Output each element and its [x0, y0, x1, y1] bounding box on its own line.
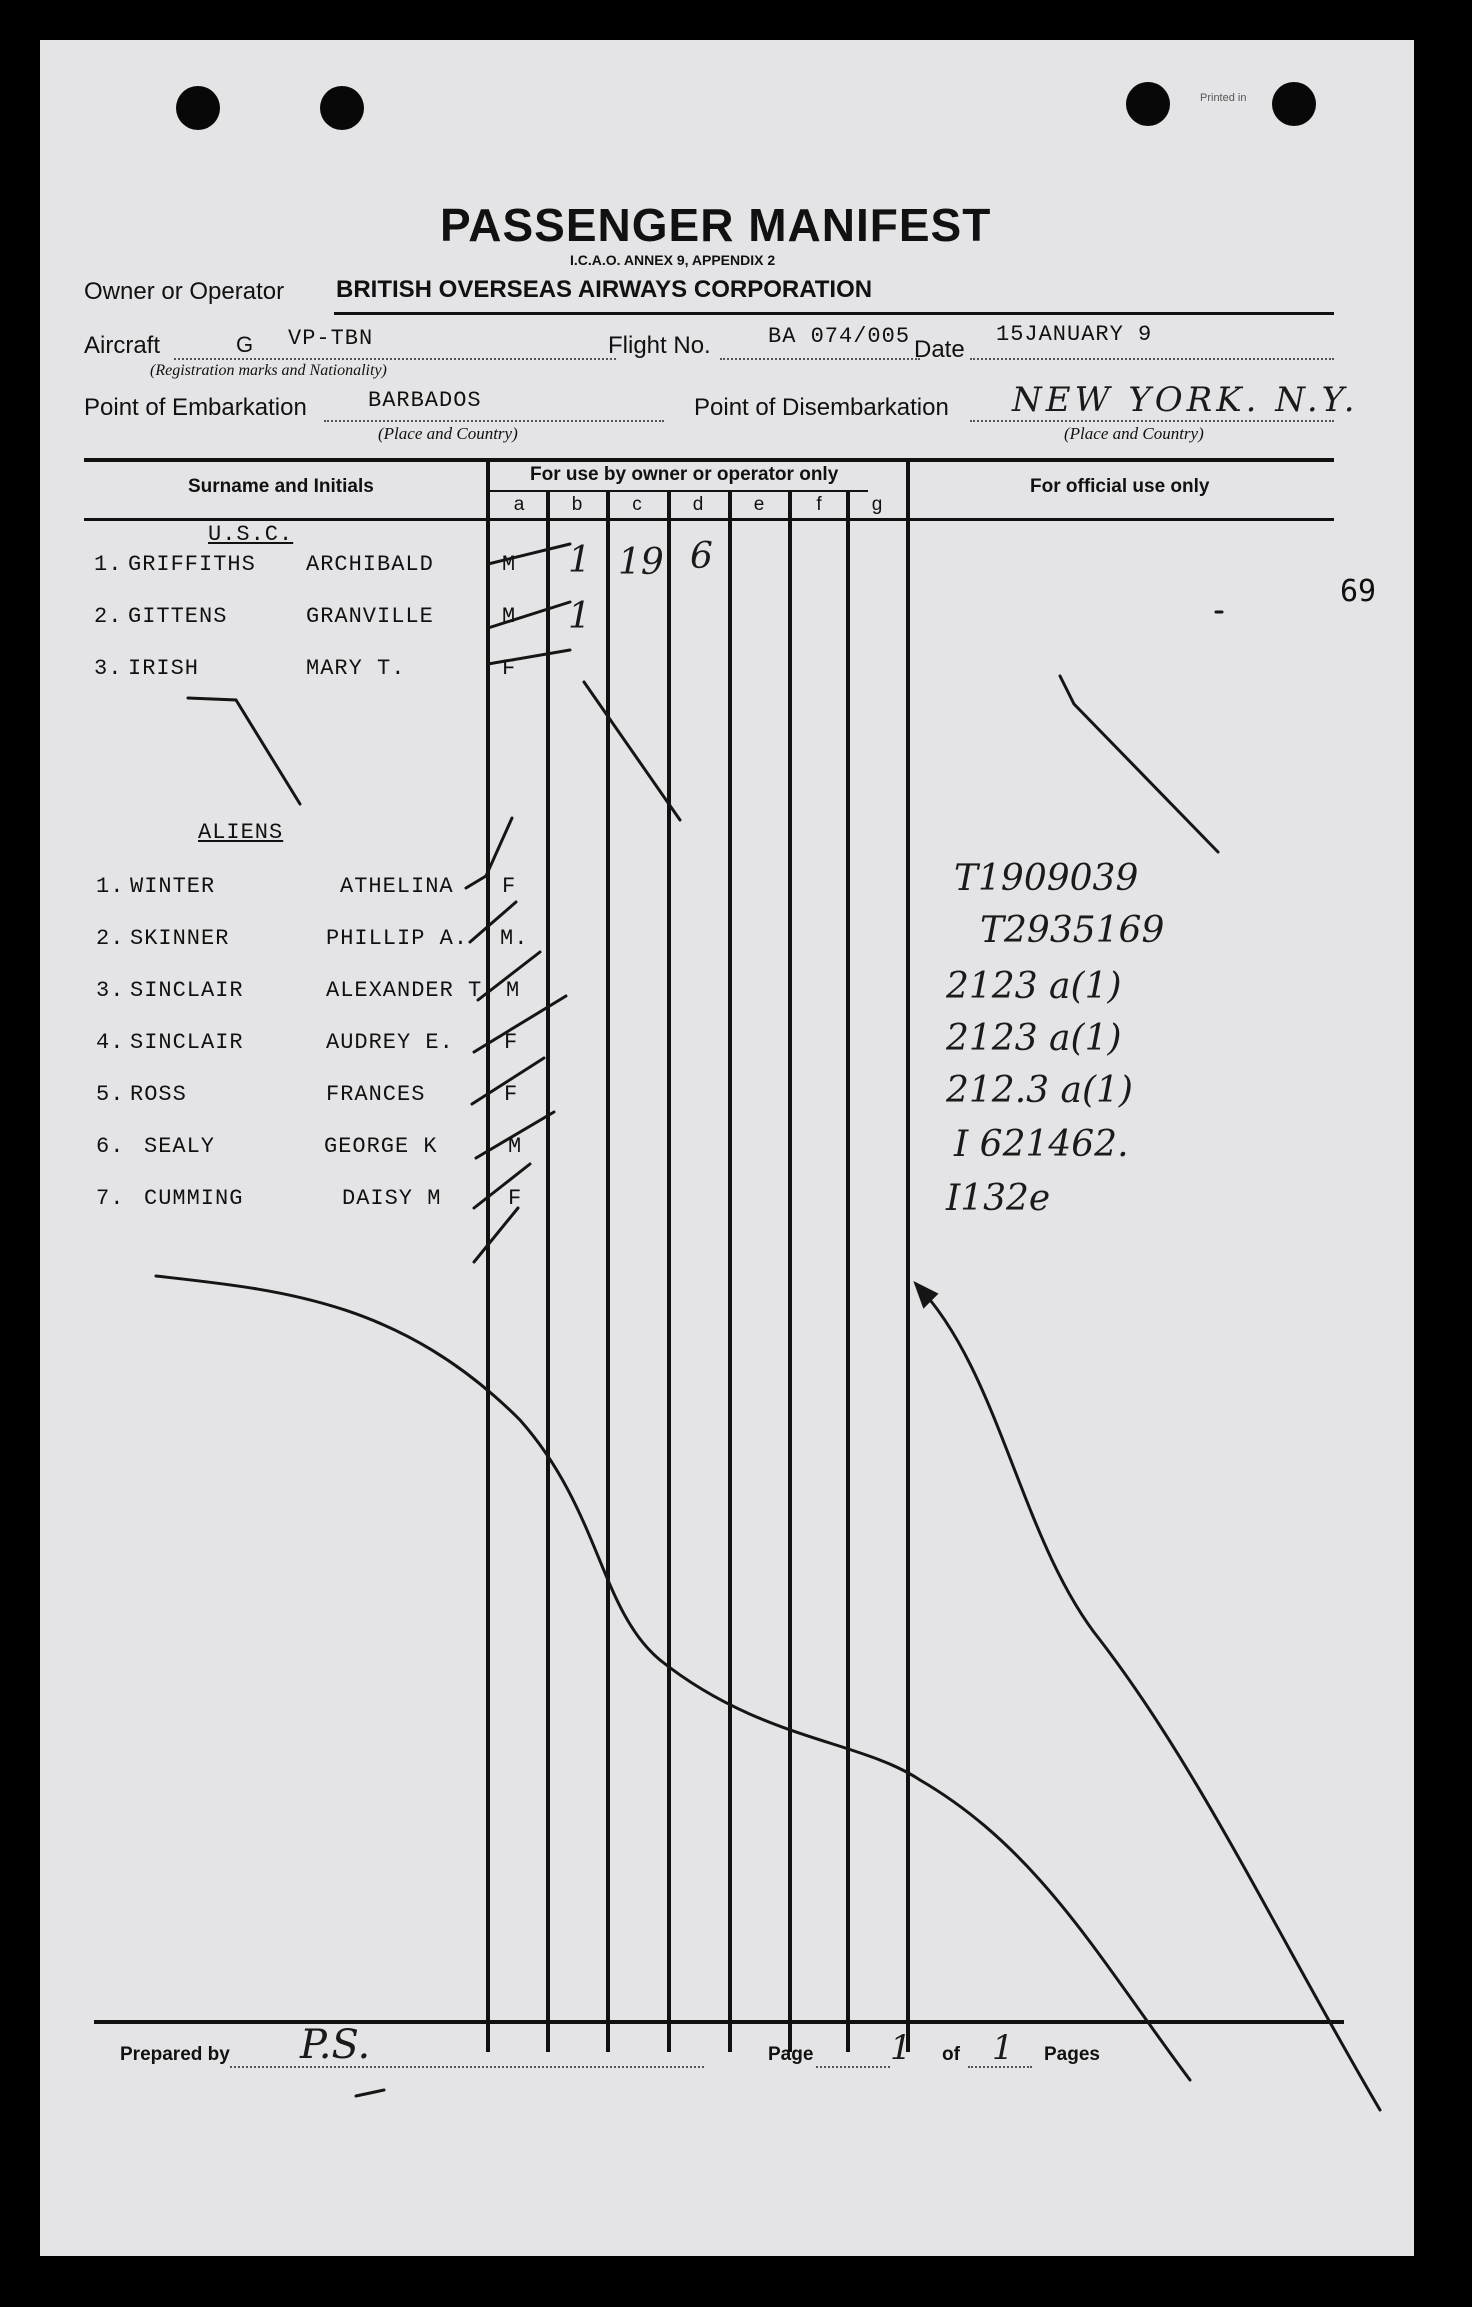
aircraft-label: Aircraft [84, 332, 161, 359]
row-number: 2. [96, 926, 125, 951]
row-number: 3. [96, 978, 125, 1003]
prepared-by-value: P.S. [300, 2022, 371, 2068]
surname: IRISH [128, 656, 200, 681]
column-g-header: g [871, 494, 883, 515]
row-number: 5. [96, 1082, 125, 1107]
form-title: PASSENGER MANIFEST [440, 199, 992, 251]
tick-mark [488, 544, 570, 564]
surname: ROSS [130, 1082, 187, 1107]
given-name: ALEXANDER T [326, 978, 483, 1003]
surname: CUMMING [144, 1186, 244, 1211]
given-name: GEORGE K [324, 1134, 438, 1159]
column-a-header: a [513, 494, 525, 515]
owner-value: BRITISH OVERSEAS AIRWAYS CORPORATION [336, 276, 873, 303]
disembarkation-caption: (Place and Country) [1064, 424, 1204, 443]
page-label: Page [768, 2044, 814, 2065]
date-value: 15JANUARY 9 [996, 322, 1153, 347]
of-label: of [942, 2044, 960, 2065]
tick-mark [474, 1164, 530, 1208]
surname: GRIFFITHS [128, 552, 256, 577]
printed-in-note: Printed in [1200, 92, 1247, 104]
sex: F [502, 656, 517, 681]
operator-header: For use by owner or operator only [530, 464, 839, 485]
row-number: 3. [94, 656, 123, 681]
disembarkation-label: Point of Disembarkation [694, 394, 949, 421]
sex: M [508, 1134, 523, 1159]
official-entry: I 621462. [954, 1124, 1129, 1165]
official-entry: 2123 a(1) [946, 1018, 1122, 1059]
column-b-value: 1 [568, 596, 591, 637]
pen-strokes [40, 40, 1414, 2256]
disembarkation-value: NEW YORK. N.Y. [1012, 380, 1359, 420]
column-f-header: f [816, 494, 822, 515]
column-b-value: 1 [568, 540, 591, 581]
column-c-header: c [632, 494, 642, 515]
aircraft-registration: VP-TBN [288, 326, 374, 351]
embarkation-value: BARBADOS [368, 388, 482, 413]
surname: SINCLAIR [130, 1030, 244, 1055]
pen-underline [356, 2090, 384, 2096]
given-name: ATHELINA [340, 874, 454, 899]
pages-label: Pages [1044, 2044, 1100, 2065]
official-header: For official use only [1030, 476, 1210, 497]
sex: M [502, 604, 517, 629]
embarkation-label: Point of Embarkation [84, 394, 307, 421]
owner-label: Owner or Operator [84, 278, 285, 305]
surname: SKINNER [130, 926, 230, 951]
cancellation-curve [916, 1284, 1380, 2110]
group-heading-usc: U.S.C. [208, 522, 294, 547]
tick-mark [488, 650, 570, 664]
date-label: Date [914, 336, 965, 363]
row-number: 4. [96, 1030, 125, 1055]
surname: SINCLAIR [130, 978, 244, 1003]
official-entry: T1909039 [954, 858, 1139, 899]
sex: F [504, 1082, 519, 1107]
given-name: FRANCES [326, 1082, 426, 1107]
group-heading-aliens: ALIENS [198, 820, 284, 845]
sex: M [506, 978, 521, 1003]
given-name: ARCHIBALD [306, 552, 434, 577]
sex: F [508, 1186, 523, 1211]
manifest-sheet [40, 40, 1414, 2256]
tick-mark [470, 902, 516, 942]
column-d-value: 6 [690, 536, 713, 577]
strike-line [188, 698, 300, 804]
flight-label: Flight No. [608, 332, 711, 359]
given-name: GRANVILLE [306, 604, 434, 629]
registration-caption: (Registration marks and Nationality) [150, 362, 387, 379]
row-number: 7. [96, 1186, 125, 1211]
column-c-value: 19 [618, 542, 664, 583]
page-total: 1 [992, 2028, 1014, 2068]
sex: M [502, 552, 517, 577]
cancellation-curve [156, 1276, 1190, 2080]
given-name: AUDREY E. [326, 1030, 454, 1055]
given-name: PHILLIP A. [326, 926, 469, 951]
strike-line [584, 682, 680, 820]
tick-mark [476, 1112, 554, 1158]
flight-number: BA 074/005 [768, 324, 911, 349]
given-name: MARY T. [306, 656, 406, 681]
surname: SEALY [144, 1134, 216, 1159]
sex: M. [500, 926, 529, 951]
aircraft-prefix: G [236, 332, 254, 357]
row-number: 1. [94, 552, 123, 577]
embarkation-caption: (Place and Country) [378, 424, 518, 443]
given-name: DAISY M [342, 1186, 442, 1211]
column-d-header: d [692, 494, 704, 515]
form-subtitle: I.C.A.O. ANNEX 9, APPENDIX 2 [570, 252, 776, 268]
sex: F [502, 874, 517, 899]
official-entry: I132e [946, 1178, 1051, 1219]
margin-number: 69 [1340, 574, 1377, 609]
tick-mark [474, 1208, 518, 1262]
tick-mark [466, 818, 512, 888]
strike-line [1060, 676, 1218, 852]
column-e-header: e [753, 494, 765, 515]
tick-mark [488, 602, 570, 628]
tick-mark [474, 996, 566, 1052]
surname-header: Surname and Initials [188, 476, 374, 497]
tick-mark [472, 1058, 544, 1104]
page-number: 1 [890, 2028, 912, 2068]
official-entry: 212.3 a(1) [946, 1070, 1133, 1111]
sex: F [504, 1030, 519, 1055]
column-b-header: b [571, 494, 583, 515]
row-number: 2. [94, 604, 123, 629]
surname: GITTENS [128, 604, 228, 629]
tick-mark [478, 952, 540, 1000]
official-entry: 2123 a(1) [946, 966, 1122, 1007]
row-number: 6. [96, 1134, 125, 1159]
surname: WINTER [130, 874, 216, 899]
prepared-by-label: Prepared by [120, 2044, 230, 2065]
row-number: 1. [96, 874, 125, 899]
official-entry: T2935169 [980, 910, 1165, 951]
